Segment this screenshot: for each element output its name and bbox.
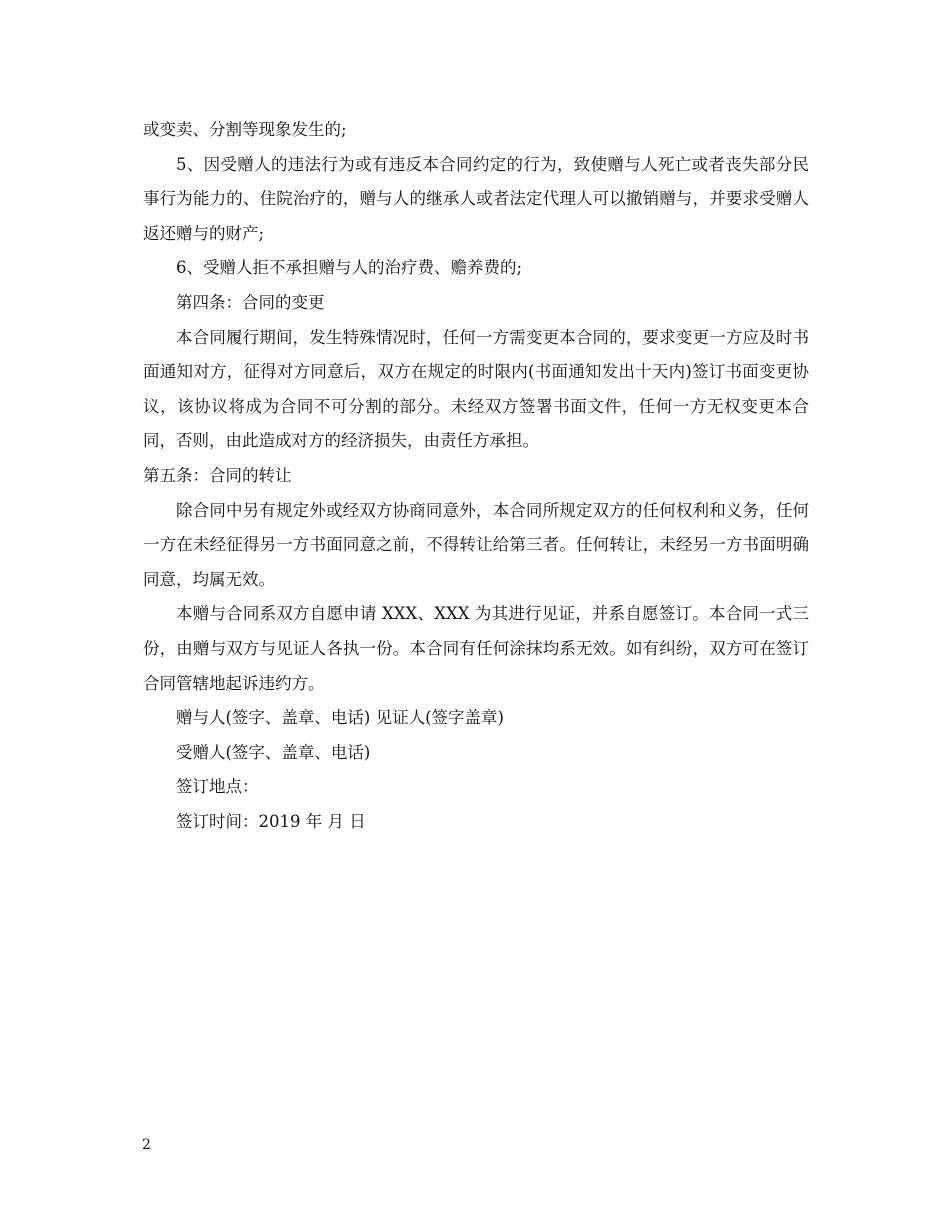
page-number: 2: [142, 1137, 151, 1153]
paragraph: 本赠与合同系双方自愿申请 XXX、XXX 为其进行见证，并系自愿签订。本合同一式三份，由赠与双方与见证人各执一份。本合同有任何涂抹均系无效。如有纠纷，双方可在签订合同管辖地起诉违约方。: [143, 604, 809, 693]
paragraph: 或变卖、分割等现象发生的;: [143, 120, 347, 139]
signing-place: 签订地点：: [176, 777, 259, 797]
document-body: [143, 113, 809, 839]
section-heading: 第四条：合同的变更: [176, 292, 325, 312]
signing-date: 签订时间：2019 年 月 日: [176, 811, 366, 831]
paragraph: 除合同中另有规定外或经双方协商同意外，本合同所规定双方的任何权利和义务，任何一方在未经征得另一方书面同意之前，不得转让给第三者。任何转让，未经另一方书面明确同意，均属无效。: [143, 500, 809, 589]
paragraph: 本合同履行期间，发生特殊情况时，任何一方需变更本合同的，要求变更一方应及时书面通知对方，征得对方同意后，双方在规定的时限内(书面通知发出十天内)签订书面变更协议，该协议将成为合同不可分割的部分。未经双方签署书面文件，任何一方无权变更本合同，否则，由此造成对方的经济损失，由责任方承担。: [143, 327, 809, 451]
paragraph: 5、因受赠人的违法行为或有违反本合同约定的行为，致使赠与人死亡或者丧失部分民事行为能力的、住院治疗的，赠与人的继承人或者法定代理人可以撤销赠与，并要求受赠人返还赠与的财产;: [143, 154, 809, 243]
section-heading: 第五条：合同的转让: [143, 465, 292, 485]
signature-line-donee: 受赠人(签字、盖章、电话): [176, 742, 371, 762]
signature-line-donor-witness: 赠与人(签字、盖章、电话) 见证人(签字盖章): [176, 708, 504, 728]
paragraph: 6、受赠人拒不承担赠与人的治疗费、赡养费的;: [176, 258, 523, 278]
